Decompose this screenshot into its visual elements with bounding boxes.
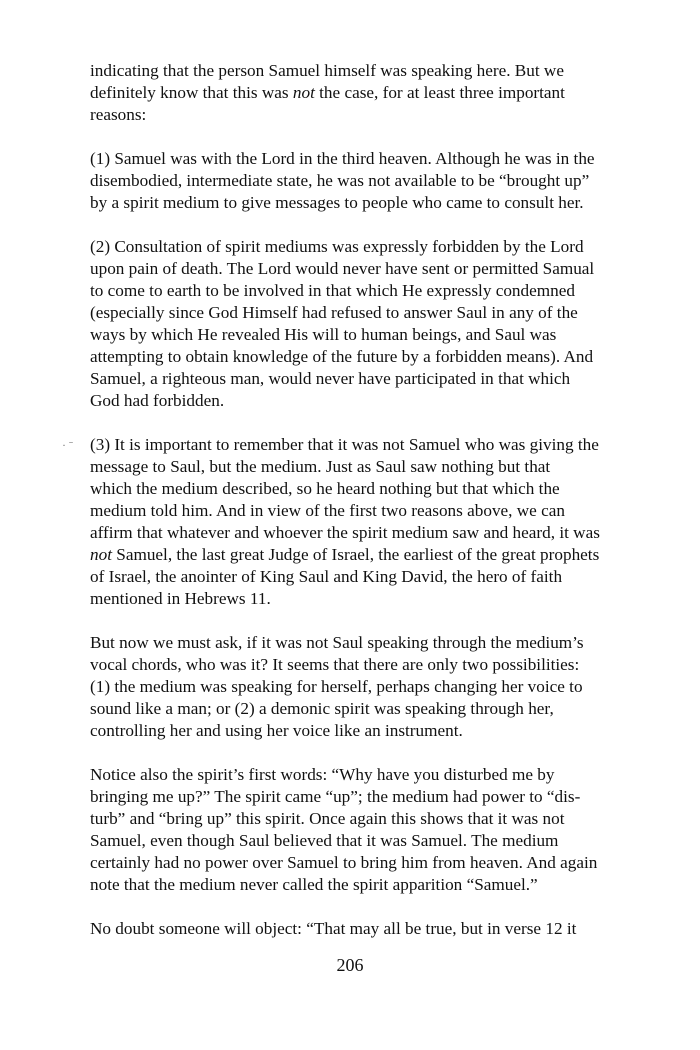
text-line: reasons: [90, 105, 147, 124]
body-text [90, 60, 650, 940]
paragraph [90, 148, 650, 214]
text-line: not Samuel, the last great Judge of Israel, the earliest of the great prophets [90, 545, 600, 564]
text-line: vocal chords, who was it? It seems that there are only two possibilities: [90, 655, 580, 674]
paragraph [90, 918, 650, 940]
text-line: indicating that the person Samuel himself was speaking here. But we [90, 61, 564, 80]
text-line: disembodied, intermediate state, he was not available to be “brought up” [90, 171, 590, 190]
text-line: medium told him. And in view of the first two reasons above, we can [90, 501, 565, 520]
text-line: (2) Consultation of spirit mediums was expressly forbidden by the Lord [90, 237, 584, 256]
text-line: controlling her and using her voice like an instrument. [90, 721, 463, 740]
text-line: (1) Samuel was with the Lord in the third heaven. Although he was in the [90, 149, 595, 168]
text-line: (1) the medium was speaking for herself, perhaps changing her voice to [90, 677, 583, 696]
text-line: Samuel, a righteous man, would never have participated in that which [90, 369, 571, 388]
paragraph [90, 632, 650, 742]
paragraph [90, 764, 650, 896]
text-line: sound like a man; or (2) a demonic spirit was speaking through her, [90, 699, 554, 718]
text-line: mentioned in Hebrews 11. [90, 589, 271, 608]
text-line: certainly had no power over Samuel to bring him from heaven. And again [90, 853, 598, 872]
text-line: note that the medium never called the spirit apparition “Samuel.” [90, 875, 538, 894]
text-line: to come to earth to be involved in that which He expressly condemned [90, 281, 575, 300]
page-number: 206 [336, 955, 364, 975]
text-line: But now we must ask, if it was not Saul speaking through the medium’s [90, 633, 584, 652]
text-line: Samuel, even though Saul believed that it was Samuel. The medium [90, 831, 559, 850]
text-line: affirm that whatever and whoever the spirit medium saw and heard, it was [90, 523, 600, 542]
text-line: turb” and “bring up” this spirit. Once again this shows that it was not [90, 809, 565, 828]
text-line: which the medium described, so he heard nothing but that which the [90, 479, 560, 498]
text-line: by a spirit medium to give messages to people who came to consult her. [90, 193, 584, 212]
text-line: God had forbidden. [90, 391, 225, 410]
text-line: No doubt someone will object: “That may all be true, but in verse 12 it [90, 919, 577, 938]
text-line: attempting to obtain knowledge of the future by a forbidden means). And [90, 347, 594, 366]
paragraph [90, 60, 650, 126]
text-line: definitely know that this was not the case, for at least three important [90, 83, 565, 102]
text-line: (especially since God Himself had refused to answer Saul in any of the [90, 303, 578, 322]
paragraph [90, 236, 650, 412]
text-line: upon pain of death. The Lord would never have sent or permitted Samual [90, 259, 595, 278]
text-line: bringing me up?” The spirit came “up”; the medium had power to “dis- [90, 787, 581, 806]
paragraph [90, 434, 650, 610]
text-line: (3) It is important to remember that it was not Samuel who was giving the [90, 435, 599, 454]
text-line: ways by which He revealed His will to human beings, and Saul was [90, 325, 557, 344]
text-line: of Israel, the anointer of King Saul and King David, the hero of faith [90, 567, 563, 586]
scan-speck: · ˉ [62, 438, 73, 452]
text-line: Notice also the spirit’s first words: “Why have you disturbed me by [90, 765, 555, 784]
text-line: message to Saul, but the medium. Just as Saul saw nothing but that [90, 457, 551, 476]
